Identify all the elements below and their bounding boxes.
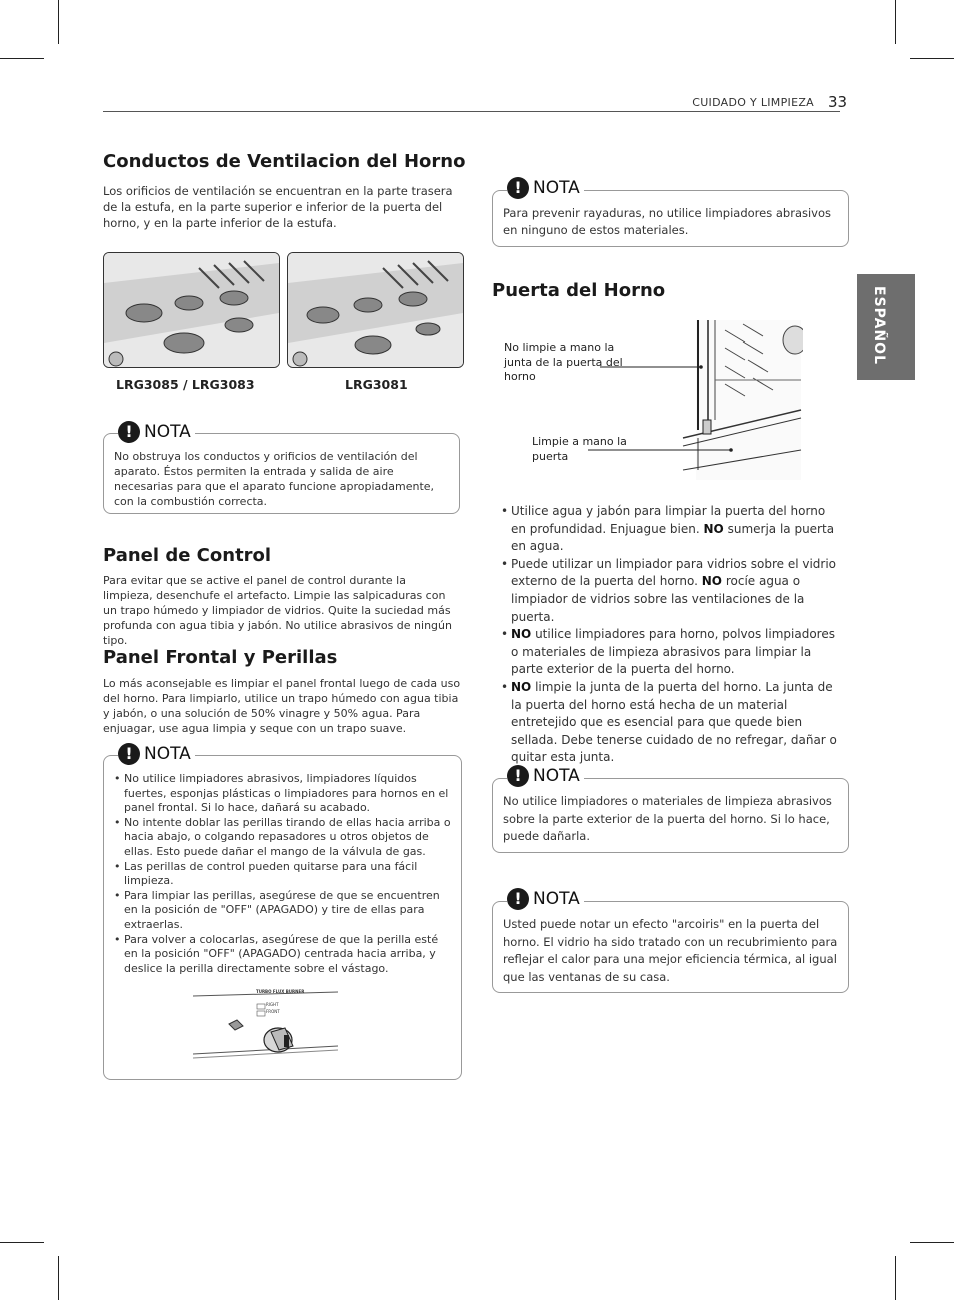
note-title: NOTA xyxy=(144,422,191,442)
cooktop-image-lrg3085 xyxy=(103,252,280,368)
list-item: • NO limpie la junta de la puerta del horno. La junta de la puerta del horno está hecha de un material entretejido que es esencial para que quede bien sellada. Debe tenerse cuidado de no refregar, dañar o quitar esta junta. xyxy=(501,679,841,767)
note-title: NOTA xyxy=(533,889,580,909)
note-knobs xyxy=(103,744,462,1080)
exclamation-icon: ! xyxy=(507,177,529,199)
knob-label-right: RIGHT xyxy=(266,1002,279,1007)
label-junta: No limpie a mano la junta de la puerta del horno xyxy=(504,341,623,383)
cooktop-image-lrg3081 xyxy=(287,252,464,368)
list-item: • No utilice limpiadores abrasivos, limpiadores líquidos fuertes, esponjas plásticas o limpiadores para hornos en el panel frontal. Si lo hace, dañará su acabado. xyxy=(114,772,452,816)
knob-illustration xyxy=(193,984,338,1070)
note-door-exterior xyxy=(492,766,849,853)
list-item: • Puede utilizar un limpiador para vidrios sobre el vidrio externo de la puerta del horno. NO rocíe agua o limpiador de vidrios sobre las ventilaciones de la puerta. xyxy=(501,556,841,626)
panel-frontal-body: Lo más aconsejable es limpiar el panel frontal luego de cada uso del horno. Para limpiarlo, utilice un trapo húmedo con agua tibia y jabón, o una solución de 50% vinagre y 50% agua. Para enjuagar, use agua limpia y seque con un trapo suave. xyxy=(103,677,461,735)
note-title: NOTA xyxy=(533,766,580,786)
knob-label-burner: TURBO FLUX BURNER xyxy=(256,989,305,994)
list-item: • Para limpiar las perillas, asegúrese de que se encuentren en la posición de "OFF" (APAGADO) y tire de ellas para extraerlas. xyxy=(114,889,452,933)
exclamation-icon: ! xyxy=(507,765,529,787)
conductos-body: Los orificios de ventilación se encuentran en la parte trasera de la estufa, en la parte superior e inferior de la puerta del horno, y en la parte inferior de la estufa. xyxy=(103,184,453,230)
puerta-list xyxy=(501,503,841,767)
note-title: NOTA xyxy=(144,744,191,764)
note-body: Usted puede notar un efecto "arcoiris" en la puerta del horno. El vidrio ha sido tratado con un recubrimiento para reflejar el calor para una mejor eficiencia térmica, al igual que las ventanas de su casa. xyxy=(503,917,838,984)
exclamation-icon: ! xyxy=(118,743,140,765)
list-item: • Para volver a colocarlas, asegúrese de que la perilla esté en la posición "OFF" (APAGADO) centrada hacia arriba, y deslice la perilla directamente sobre el vástago. xyxy=(114,933,452,977)
language-tab xyxy=(857,274,915,380)
note-scratches xyxy=(492,178,849,247)
note-header xyxy=(507,888,584,910)
page-number: 33 xyxy=(828,93,848,111)
note-header xyxy=(118,421,195,443)
note-knobs-list xyxy=(114,772,452,976)
note-header xyxy=(507,177,584,199)
crop-mark xyxy=(895,1256,896,1300)
list-item: • Utilice agua y jabón para limpiar la puerta del horno en profundidad. Enjuague bien. NO sumerja la puerta en agua. xyxy=(501,503,841,556)
crop-mark xyxy=(895,0,896,44)
crop-mark xyxy=(0,58,44,59)
exclamation-icon: ! xyxy=(507,888,529,910)
note-header xyxy=(118,743,195,765)
crop-mark xyxy=(910,58,954,59)
section-title-conductos: Conductos de Ventilacion del Horno xyxy=(103,151,466,172)
header-divider xyxy=(103,111,840,112)
crop-mark xyxy=(58,1256,59,1300)
caption-lrg3085: LRG3085 / LRG3083 xyxy=(116,377,255,392)
language-tab-label: ESPAÑOL xyxy=(871,286,887,365)
note-body: No utilice limpiadores o materiales de limpieza abrasivos sobre la parte exterior de la puerta del horno. Si lo hace, puede dañarla. xyxy=(503,794,832,843)
section-title-panel-control: Panel de Control xyxy=(103,545,272,566)
label-puerta: Limpie a mano la puerta xyxy=(532,435,627,463)
section-title-puerta: Puerta del Horno xyxy=(492,280,666,301)
section-header: CUIDADO Y LIMPIEZA xyxy=(692,96,814,109)
note-body: No obstruya los conductos y orificios de ventilación del aparato. Éstos permiten la entrada y salida de aire necesarias para que el aparato funcione apropiadamente, con la combustión correcta. xyxy=(114,450,435,508)
section-title-panel-frontal: Panel Frontal y Perillas xyxy=(103,647,338,668)
note-ventilation xyxy=(103,422,460,514)
crop-mark xyxy=(0,1242,44,1243)
note-rainbow xyxy=(492,889,849,993)
crop-mark xyxy=(910,1242,954,1243)
exclamation-icon: ! xyxy=(118,421,140,443)
list-item: • NO utilice limpiadores para horno, polvos limpiadores o materiales de limpieza abrasivos para limpiar la parte exterior de la puerta del horno. xyxy=(501,626,841,679)
note-header xyxy=(507,765,584,787)
crop-mark xyxy=(58,0,59,44)
note-body: Para prevenir rayaduras, no utilice limpiadores abrasivos en ninguno de estos materiales. xyxy=(503,206,832,237)
knob-label-front: FRONT xyxy=(266,1009,280,1014)
caption-lrg3081: LRG3081 xyxy=(345,377,408,392)
list-item: • Las perillas de control pueden quitarse para una fácil limpieza. xyxy=(114,860,452,889)
panel-control-body: Para evitar que se active el panel de control durante la limpieza, desenchufe el artefacto. Limpie las salpicaduras con un trapo húmedo y limpiador de vidrios. Quite la suciedad más profunda con agua tibia y jabón. No utilice abrasivos de ningún tipo. xyxy=(103,574,452,647)
list-item: • No intente doblar las perillas tirando de ellas hacia arriba o hacia abajo, o colgando repasadores u otros objetos de ellas. Esto puede dañar el mango de la válvula de gas. xyxy=(114,816,452,860)
note-title: NOTA xyxy=(533,178,580,198)
oven-door-diagram xyxy=(503,320,803,480)
